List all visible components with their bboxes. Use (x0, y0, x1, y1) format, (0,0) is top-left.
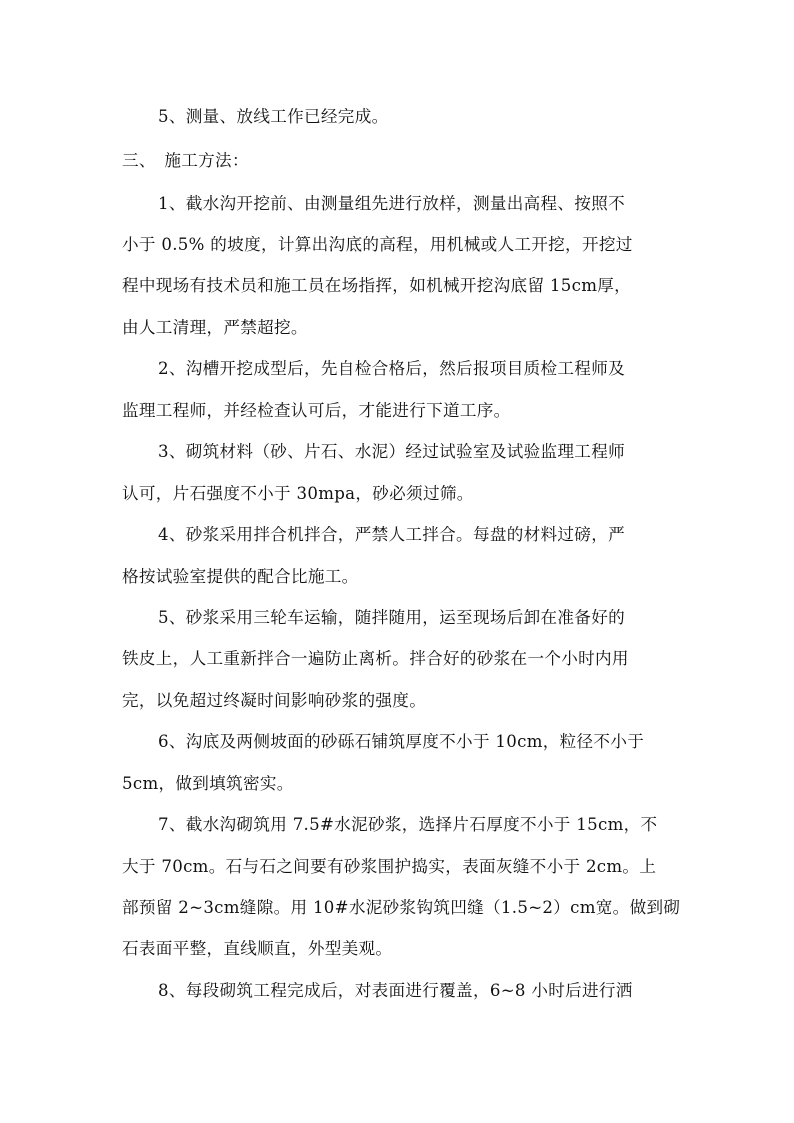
text-line: 监理工程师，并经检查认可后，才能进行下道工序。 (122, 401, 511, 420)
text-line: 4、砂浆采用拌合机拌合，严禁人工拌合。每盘的材料过磅，严 (158, 525, 625, 544)
text-line: 2、沟槽开挖成型后，先自检合格后，然后报项目质检工程师及 (158, 359, 625, 378)
text-line: 5cm，做到填筑密实。 (122, 774, 294, 793)
text-line: 3、砌筑材料（砂、片石、水泥）经过试验室及试验监理工程师 (158, 442, 625, 461)
text-line: 程中现场有技术员和施工员在场指挥，如机械开挖沟底留 15cm厚， (122, 276, 632, 295)
text-line: 1、截水沟开挖前、由测量组先进行放样，测量出高程、按照不 (158, 194, 625, 213)
text-line: 认可，片石强度不小于 30mpa，砂必须过筛。 (122, 484, 474, 503)
text-line: 8、每段砌筑工程完成后，对表面进行覆盖，6~8 小时后进行洒 (158, 981, 633, 1000)
text-line: 由人工清理，严禁超挖。 (122, 318, 308, 337)
text-line: 石表面平整，直线顺直，外型美观。 (122, 939, 393, 958)
section-heading: 三、 施工方法： (122, 151, 249, 170)
text-line: 大于 70cm。石与石之间要有砂浆围护捣实，表面灰缝不小于 2cm。上 (122, 857, 657, 876)
text-line: 完，以免超过终凝时间影响砂浆的强度。 (122, 691, 427, 710)
text-line: 6、沟底及两侧坡面的砂砾石铺筑厚度不小于 10cm，粒径不小于 (158, 732, 645, 751)
text-line: 5、砂浆采用三轮车运输，随拌随用，运至现场后卸在准备好的 (158, 608, 625, 627)
text-line: 7、截水沟砌筑用 7.5#水泥砂浆，选择片石厚度不小于 15cm，不 (158, 815, 658, 834)
text-line: 5、测量、放线工作已经完成。 (158, 107, 389, 126)
text-line: 铁皮上，人工重新拌合一遍防止离析。拌合好的砂浆在一个小时内用 (122, 649, 629, 668)
text-line: 小于 0.5% 的坡度，计算出沟底的高程，用机械或人工开挖，开挖过 (122, 235, 633, 254)
text-line: 部预留 2~3cm缝隙。用 10#水泥砂浆钩筑凹缝（1.5~2）cm宽。做到砌 (122, 898, 681, 917)
text-line: 格按试验室提供的配合比施工。 (122, 567, 359, 586)
